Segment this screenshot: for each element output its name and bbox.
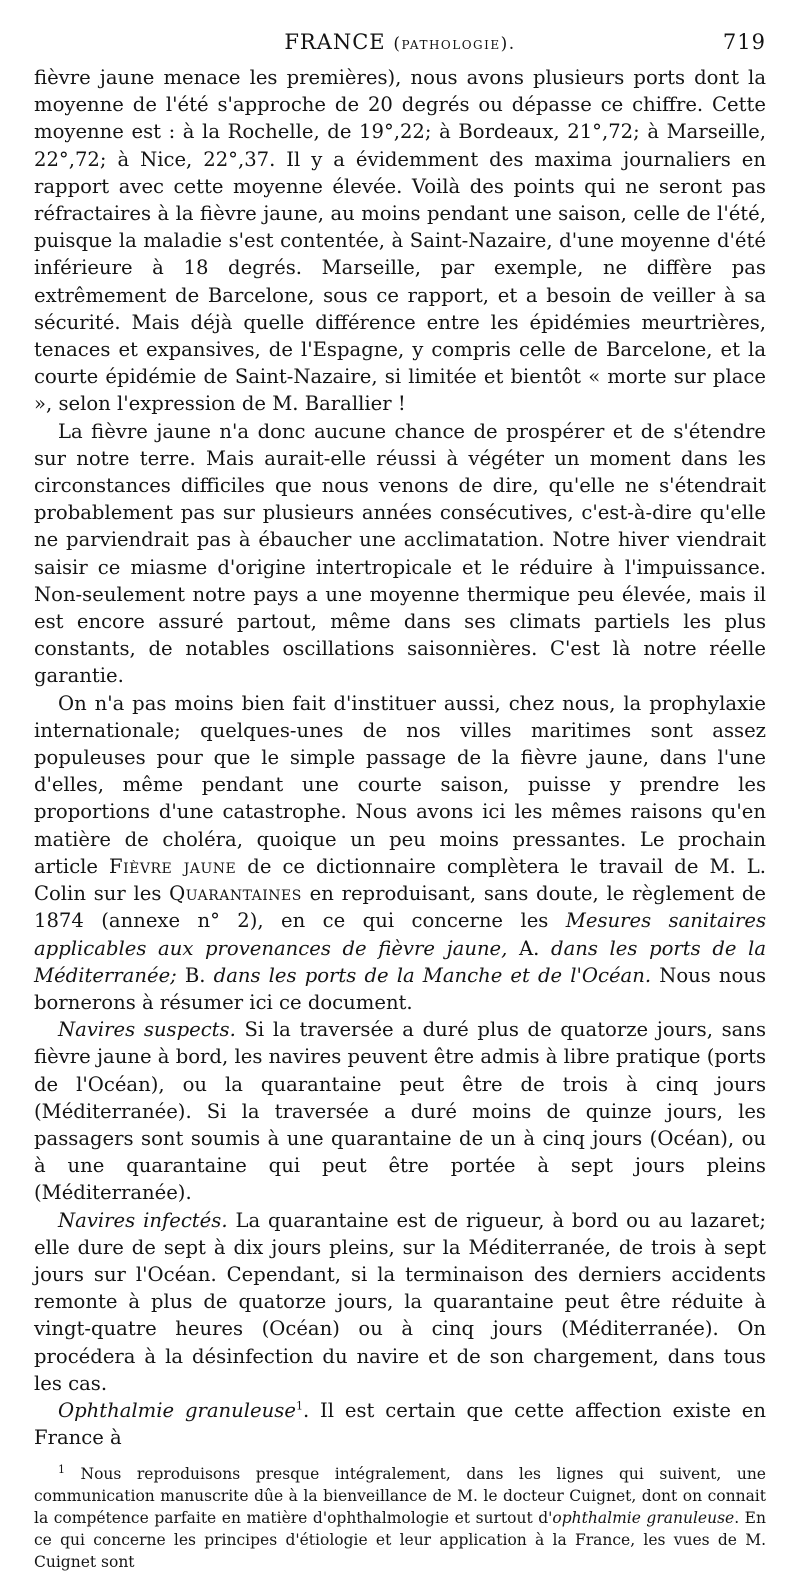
footnote-italic: ophthalmie granuleuse xyxy=(552,1509,735,1528)
paragraph-3-text-e: B. xyxy=(184,963,206,987)
running-title-main: FRANCE xyxy=(284,30,386,54)
paragraph-4-text: Si la traversée a duré plus de quatorze jours, sans fièvre jaune à bord, les navires peuvent être admis à libre pratique (ports de l'Océan), ou la quarantaine peut être de trois à cinq jours (Méditerranée). Si la traversée a duré moins de quinze jours, les passagers sont soumis à une quarantaine de un à cinq jours (Océan), ou à une quarantaine qui peut être portée à sept jours pleins (Méditerranée). xyxy=(34,1018,767,1205)
footnote-text-a: Nous reproduisons presque intégralement, dans les lignes qui suivent, une communication manuscrite dûe à la bienveillance de M. le docteur Cuignet, dont on connait la compétence parfaite en matière d'ophthalmologie et surtout d' xyxy=(34,1465,766,1528)
paragraph-3 xyxy=(34,690,766,1016)
paragraph-6-text: . Il est certain que cette affection existe en France à xyxy=(34,1398,766,1450)
paragraph-1: fièvre jaune menace les premières), nous avons plusieurs ports dont la moyenne de l'été s'approche de 20 degrés ou dépasse ce chiffre. Cette moyenne est : à la Rochelle, de 19°,22; à Bordeaux, 21°,72; à Marseille, 22°,72; à Nice, 22°,37. Il y a évidemment des maxima journaliers en rapport avec cette moyenne élevée. Voilà des points qui ne seront pas réfractaires à la fièvre jaune, au moins pendant une saison, celle de l'été, puisque la maladie s'est contentée, à Saint-Nazaire, d'une moyenne d'été inférieure à 18 degrés. Marseille, par exemple, ne diffère pas extrêmement de Barcelone, sous ce rapport, et a besoin de veiller à sa sécurité. Mais déjà quelle différence entre les épidémies meurtrières, tenaces et expansives, de l'Espagne, y compris celle de Barcelone, et la courte épidémie de Saint-Nazaire, si limitée et bientôt « morte sur place », selon l'expression de M. Barallier ! xyxy=(34,66,766,416)
paragraph-3-text-f: Nous nous bornerons à résumer ici ce document. xyxy=(34,963,767,1014)
paragraph-3-italic-3: dans les ports de la Manche et de l'Océan. xyxy=(213,963,652,987)
footnote-text-b: . En ce qui concerne les principes d'étiologie et leur application à la France, les vues de M. Cuignet sont xyxy=(34,1509,766,1572)
heading-navires-suspects: Navires suspects. xyxy=(58,1018,236,1042)
paragraph-3-italic-1: Mesures sanitaires applicables aux provenances de fièvre jaune, xyxy=(34,909,767,960)
footnote-mark: 1 xyxy=(58,1463,65,1477)
paragraph-3-text-c: en reproduisant, sans doute, le règlement de 1874 (annexe n° 2), en ce qui concerne les xyxy=(34,882,766,933)
cross-reference-quarantaines: Quarantaines xyxy=(169,882,302,906)
footnote-1 xyxy=(34,1463,766,1573)
paragraph-5 xyxy=(34,1207,766,1397)
paragraph-3-italic-2: dans les ports de la Méditerranée; xyxy=(34,936,767,987)
footnote xyxy=(34,1463,766,1573)
running-title xyxy=(34,30,766,54)
paragraph-4 xyxy=(34,1016,766,1206)
running-header xyxy=(34,30,766,60)
cross-reference-fievre-jaune: Fièvre jaune xyxy=(109,854,237,878)
paragraph-3-text-d: A. xyxy=(519,936,540,960)
paragraph-2: La fièvre jaune n'a donc aucune chance de prospérer et de s'étendre sur notre terre. Mais aurait-elle réussi à végéter un moment dans les circonstances difficiles que nous venons de dire, qu'elle ne s'étendrait probablement pas sur plusieurs années consécutives, c'est-à-dire qu'elle ne parviendrait pas à ébaucher une acclimatation. Notre hiver viendrait saisir ce miasme d'origine intertropicale et le réduire à l'impuissance. Non-seulement notre pays a une moyenne thermique peu élevée, mais il est encore assuré partout, même dans ses climats partiels les plus constants, de notables oscillations saisonnières. C'est là notre réelle garantie. xyxy=(34,419,766,688)
footnote-reference[interactable]: 1 xyxy=(295,1399,303,1413)
heading-navires-infectes: Navires infectés. xyxy=(58,1208,228,1232)
heading-ophthalmie-granuleuse: Ophthalmie granuleuse xyxy=(58,1398,296,1422)
paragraph-3-text-a: On n'a pas moins bien fait d'instituer aussi, chez nous, la prophylaxie internationale; quelques-unes de nos villes maritimes sont assez populeuses pour que le simple passage de la fièvre jaune, dans l'une d'elles, même pendant une courte saison, puisse y prendre les proportions d'une catastrophe. Nous avons ici les mêmes raisons qu'en matière de choléra, quoique un peu moins pressantes. Le prochain article xyxy=(34,691,766,878)
running-title-sub: (pathologie). xyxy=(393,34,516,54)
main-text xyxy=(34,64,766,1451)
paragraph-5-text: La quarantaine est de rigueur, à bord ou au lazaret; elle dure de sept à dix jours pleins, sur la Méditerranée, de trois à sept jours sur l'Océan. Cependant, si la terminaison des derniers accidents remonte à plus de quatorze jours, la quarantaine peut être réduite à vingt-quatre heures (Océan) ou à cinq jours (Méditerranée). On procédera à la désinfection du navire et de son chargement, dans tous les cas. xyxy=(34,1208,766,1395)
paragraph-6 xyxy=(34,1397,766,1451)
paragraph-3-text-b: de ce dictionnaire complètera le travail de M. L. Colin sur les xyxy=(34,854,766,906)
page-number: 719 xyxy=(722,30,766,54)
